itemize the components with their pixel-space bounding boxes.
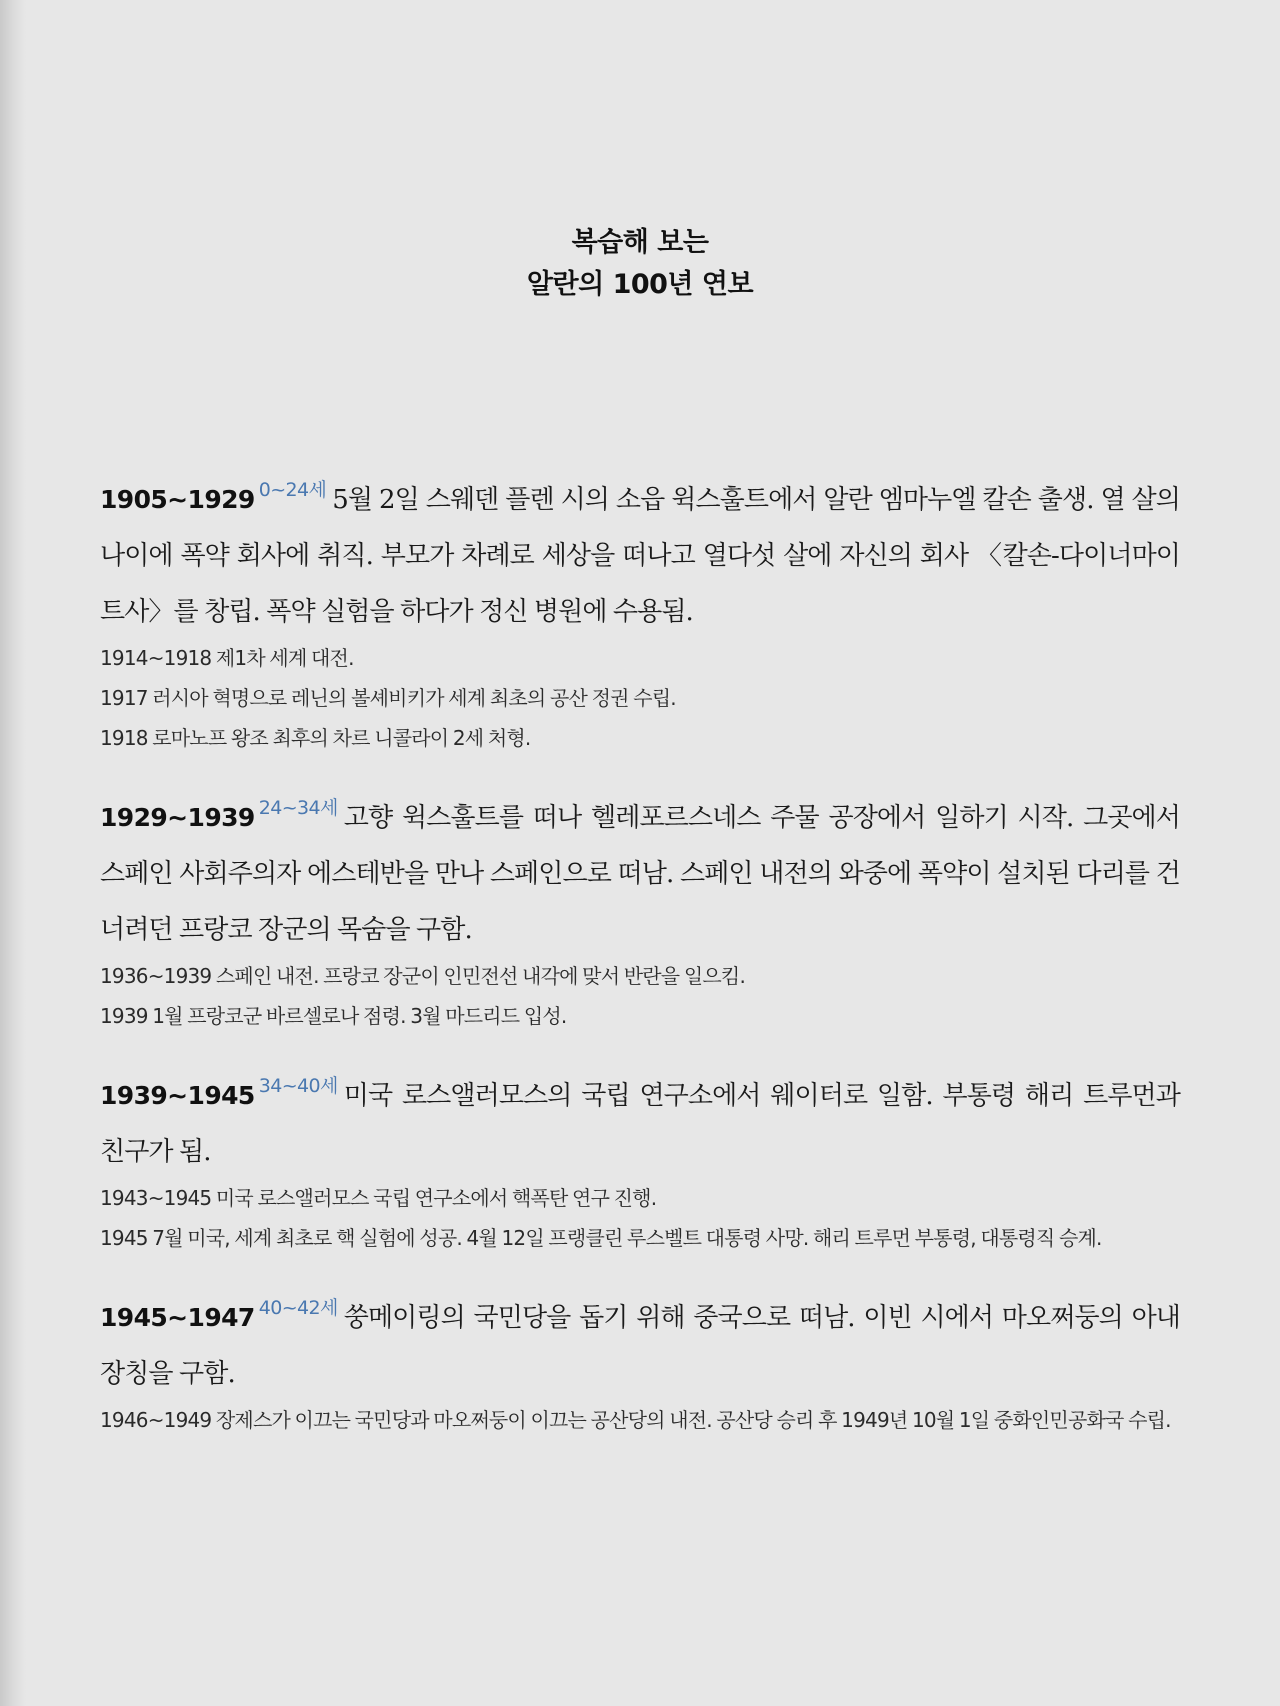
entry-main-text	[100, 462, 1180, 640]
entry-age: 40~42세	[258, 1297, 338, 1319]
entry-main-text	[100, 1058, 1180, 1180]
entry-age: 34~40세	[258, 1075, 338, 1097]
entry-description: 5월 2일 스웨덴 플렌 시의 소읍 윅스훌트에서 알란 엠마누엘 칼손 출생. 열 살의 나이에 폭약 회사에 취직. 부모가 차례로 세상을 떠나고 열다섯 살에 자신의 회사 〈칼손-다이너마이트사〉를 창립. 폭약 실험을 하다가 정신 병원에 수용됨.	[100, 485, 1180, 627]
world-event-note: 1943~1945 미국 로스앨러모스 국립 연구소에서 핵폭탄 연구 진행.	[100, 1186, 657, 1210]
world-event-note: 1914~1918 제1차 세계 대전.	[100, 646, 354, 670]
entry-years: 1905~1929	[100, 485, 255, 514]
entry-years: 1945~1947	[100, 1303, 255, 1332]
timeline-entry	[100, 1280, 1180, 1440]
world-event-note: 1945 7월 미국, 세계 최초로 핵 실험에 성공. 4월 12일 프랭클린 루스벨트 대통령 사망. 해리 트루먼 부통령, 대통령직 승계.	[100, 1226, 1102, 1250]
world-event-note: 1939 1월 프랑코군 바르셀로나 점령. 3월 마드리드 입성.	[100, 1004, 567, 1028]
timeline-entry	[100, 780, 1180, 1036]
world-event-note: 1918 로마노프 왕조 최후의 차르 니콜라이 2세 처형.	[100, 726, 531, 750]
entry-notes	[100, 1400, 1180, 1440]
entry-years: 1929~1939	[100, 803, 255, 832]
entry-years: 1939~1945	[100, 1081, 255, 1110]
entry-notes	[100, 956, 1180, 1036]
entry-notes	[100, 1178, 1180, 1258]
page-title	[0, 222, 1280, 306]
entry-main-text	[100, 1280, 1180, 1402]
timeline-entry	[100, 1058, 1180, 1258]
entry-notes	[100, 638, 1180, 758]
world-event-note: 1917 러시아 혁명으로 레닌의 볼셰비키가 세계 최초의 공산 정권 수립.	[100, 686, 676, 710]
entry-description: 쑹메이링의 국민당을 돕기 위해 중국으로 떠남. 이빈 시에서 마오쩌둥의 아내 장칭을 구함.	[100, 1303, 1180, 1389]
entry-description: 미국 로스앨러모스의 국립 연구소에서 웨이터로 일함. 부통령 해리 트루먼과 친구가 됨.	[100, 1081, 1180, 1167]
world-event-note: 1946~1949 장제스가 이끄는 국민당과 마오쩌둥이 이끄는 공산당의 내전. 공산당 승리 후 1949년 10월 1일 중화인민공화국 수립.	[100, 1408, 1171, 1432]
timeline-entry	[100, 462, 1180, 758]
world-event-note: 1936~1939 스페인 내전. 프랑코 장군이 인민전선 내각에 맞서 반란을 일으킴.	[100, 964, 746, 988]
entry-main-text	[100, 780, 1180, 958]
title-line-2: 알란의 100년 연보	[526, 269, 754, 300]
entry-age: 24~34세	[258, 797, 338, 819]
entry-description: 고향 윅스훌트를 떠나 헬레포르스네스 주물 공장에서 일하기 시작. 그곳에서 스페인 사회주의자 에스테반을 만나 스페인으로 떠남. 스페인 내전의 와중에 폭약이 설치된 다리를 건너려던 프랑코 장군의 목숨을 구함.	[100, 803, 1180, 945]
title-line-1: 복습해 보는	[571, 227, 709, 258]
entry-age: 0~24세	[258, 479, 327, 501]
timeline	[100, 474, 1180, 1474]
